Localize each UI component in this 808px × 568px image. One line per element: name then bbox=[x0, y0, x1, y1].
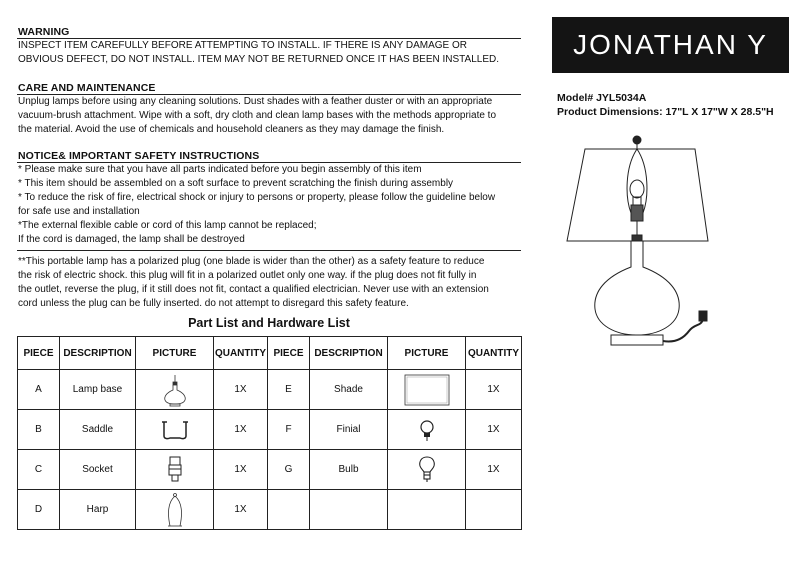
quantity-cell: 1X bbox=[214, 410, 268, 450]
warning-line: INSPECT ITEM CAREFULLY BEFORE ATTEMPTING TO INSTALL. IF THERE IS ANY DAMAGE OR bbox=[18, 40, 467, 51]
picture-cell bbox=[388, 410, 466, 450]
picture-cell bbox=[388, 490, 466, 530]
plug-text bbox=[18, 255, 530, 311]
bulb-icon bbox=[417, 455, 437, 485]
header-piece: PIECE bbox=[18, 337, 60, 370]
warning-line: OBVIOUS DEFECT, DO NOT INSTALL. ITEM MAY NOT BE RETURNED ONCE IT HAS BEEN INSTALLED. bbox=[18, 54, 500, 65]
notice-text bbox=[18, 163, 530, 247]
quantity-cell: 1X bbox=[466, 450, 522, 490]
table-row bbox=[18, 410, 522, 450]
description-cell: Socket bbox=[60, 450, 136, 490]
model-number: Model# JYL5034A bbox=[557, 92, 647, 104]
description-cell: Lamp base bbox=[60, 370, 136, 410]
picture-cell bbox=[388, 450, 466, 490]
quantity-cell: 1X bbox=[466, 410, 522, 450]
quantity-cell bbox=[466, 490, 522, 530]
piece-cell: G bbox=[268, 450, 310, 490]
notice-line: * Please make sure that you have all parts indicated before you begin assembly of this item bbox=[18, 164, 422, 175]
piece-cell: B bbox=[18, 410, 60, 450]
warning-text bbox=[18, 39, 530, 67]
product-dimensions: Product Dimensions: 17"L X 17"W X 28.5"H bbox=[557, 106, 774, 118]
table-row bbox=[18, 450, 522, 490]
header-picture: PICTURE bbox=[388, 337, 466, 370]
piece-cell: F bbox=[268, 410, 310, 450]
header-piece: PIECE bbox=[268, 337, 310, 370]
table-row bbox=[18, 370, 522, 410]
picture-cell bbox=[136, 410, 214, 450]
finial-icon bbox=[417, 418, 437, 442]
description-cell bbox=[310, 490, 388, 530]
piece-cell: C bbox=[18, 450, 60, 490]
description-cell: Bulb bbox=[310, 450, 388, 490]
piece-cell: E bbox=[268, 370, 310, 410]
notice-line: for safe use and installation bbox=[18, 206, 140, 217]
shade-icon bbox=[403, 373, 451, 407]
plug-line: the risk of electric shock. this plug will fit in a polarized outlet only one way. if the plug does not fit fully in bbox=[18, 270, 477, 281]
header-picture: PICTURE bbox=[136, 337, 214, 370]
description-cell: Shade bbox=[310, 370, 388, 410]
parts-table-header bbox=[18, 337, 522, 370]
parts-list-title: Part List and Hardware List bbox=[188, 316, 350, 330]
header-quantity: QUANTITY bbox=[214, 337, 268, 370]
warning-title: WARNING bbox=[18, 26, 70, 38]
description-cell: Saddle bbox=[60, 410, 136, 450]
plug-line: cord unless the plug can be fully inserted. do not attempt to disregard this safety feature. bbox=[18, 298, 409, 309]
table-row bbox=[18, 490, 522, 530]
care-text bbox=[18, 95, 530, 137]
header-quantity: QUANTITY bbox=[466, 337, 522, 370]
quantity-cell: 1X bbox=[466, 370, 522, 410]
piece-cell: A bbox=[18, 370, 60, 410]
lamp-base-icon bbox=[160, 373, 190, 407]
picture-cell bbox=[136, 490, 214, 530]
quantity-cell: 1X bbox=[214, 450, 268, 490]
care-line: the material. Avoid the use of chemicals and household cleaners as they may damage the finish. bbox=[18, 124, 445, 135]
piece-cell: D bbox=[18, 490, 60, 530]
saddle-icon bbox=[160, 418, 190, 442]
quantity-cell: 1X bbox=[214, 490, 268, 530]
picture-cell bbox=[388, 370, 466, 410]
brand-logo: JONATHAN Y bbox=[552, 17, 789, 73]
socket-icon bbox=[165, 455, 185, 485]
care-title: CARE AND MAINTENANCE bbox=[18, 82, 156, 94]
notice-line: *The external flexible cable or cord of this lamp cannot be replaced; bbox=[18, 220, 317, 231]
header-description: DESCRIPTION bbox=[60, 337, 136, 370]
description-cell: Harp bbox=[60, 490, 136, 530]
lamp-illustration-icon bbox=[555, 127, 755, 355]
parts-table bbox=[17, 336, 522, 530]
piece-cell bbox=[268, 490, 310, 530]
care-line: Unplug lamps before using any cleaning solutions. Dust shades with a feather duster or with an appropriate bbox=[18, 96, 493, 107]
plug-line: the outlet, reverse the plug, if it still does not fit, contact a qualified electrician. Never use with an extension bbox=[18, 284, 489, 295]
plug-rule bbox=[17, 250, 521, 251]
notice-line: * To reduce the risk of fire, electrical shock or injury to persons or property, please follow the guideline below bbox=[18, 192, 496, 203]
care-line: vacuum-brush attachment. Wipe with a soft, dry cloth and clean lamp bases with the methods appropriate to bbox=[18, 110, 497, 121]
harp-icon bbox=[163, 492, 187, 528]
notice-title: NOTICE& IMPORTANT SAFETY INSTRUCTIONS bbox=[18, 150, 260, 162]
description-cell: Finial bbox=[310, 410, 388, 450]
plug-line: **This portable lamp has a polarized plug (one blade is wider than the other) as a safety feature to reduce bbox=[18, 256, 485, 267]
picture-cell bbox=[136, 370, 214, 410]
picture-cell bbox=[136, 450, 214, 490]
notice-line: * This item should be assembled on a soft surface to prevent scratching the finish during assembly bbox=[18, 178, 454, 189]
header-description: DESCRIPTION bbox=[310, 337, 388, 370]
notice-line: If the cord is damaged, the lamp shall be destroyed bbox=[18, 234, 245, 245]
quantity-cell: 1X bbox=[214, 370, 268, 410]
